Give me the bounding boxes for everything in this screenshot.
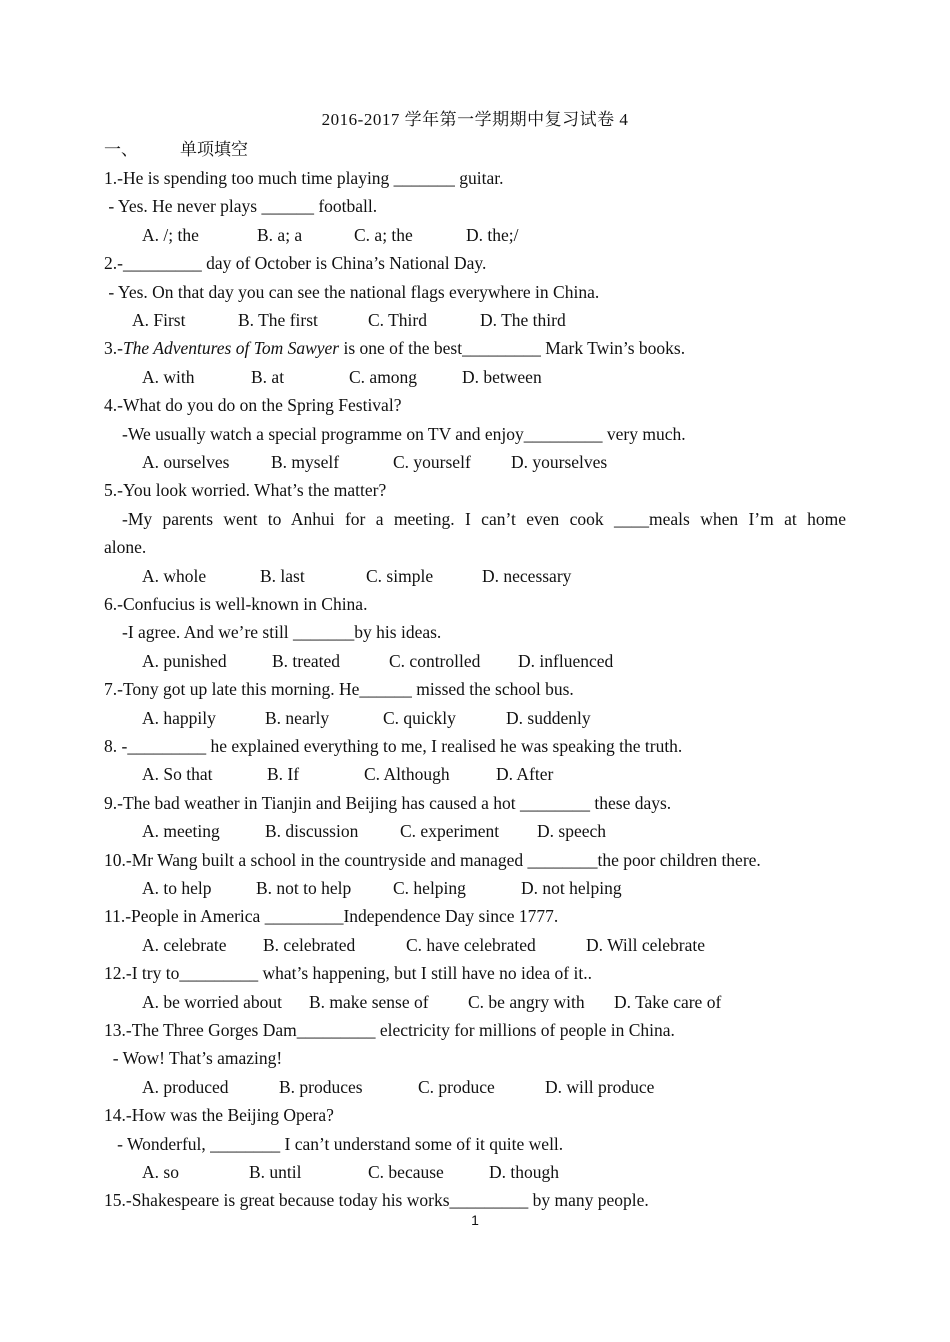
option-a[interactable]: A. with [142,366,195,387]
option-a[interactable]: A. so [142,1162,179,1183]
option-d[interactable]: D. between [462,366,542,387]
question-8-options [104,760,846,788]
option-d[interactable]: D. Take care of [614,991,722,1012]
question-11-stem: 11.-People in America _________Independence Day since 1777. [104,906,559,927]
option-b[interactable]: B. treated [272,650,341,671]
option-a[interactable]: A. First [132,310,186,331]
question-14-reply: - Wonderful, ________ I can’t understand some of it quite well. [104,1133,564,1154]
option-d[interactable]: D. though [489,1162,559,1183]
question-1-reply: - Yes. He never plays ______ football. [104,196,378,217]
question-5-reply-cont: alone. [104,537,147,558]
option-d[interactable]: D. not helping [521,878,622,899]
option-d[interactable]: D. influenced [518,650,614,671]
option-b[interactable]: B. not to help [256,878,352,899]
exam-page [104,104,846,1215]
option-c[interactable]: C. produce [418,1076,495,1097]
option-d[interactable]: D. After [496,764,554,785]
question-6-stem: 6.-Confucius is well-known in China. [104,594,368,615]
section-number: 一、 [104,140,138,159]
question-11-options [104,931,846,959]
option-b[interactable]: B. last [260,565,305,586]
option-a[interactable]: A. whole [142,565,207,586]
option-d[interactable]: D. the;/ [466,224,519,245]
option-b[interactable]: B. nearly [265,707,330,728]
option-c[interactable]: C. because [368,1162,444,1183]
question-10-options [104,874,846,902]
option-b[interactable]: B. produces [279,1076,363,1097]
option-b[interactable]: B. myself [271,452,340,473]
option-d[interactable]: D. necessary [482,565,572,586]
question-14-stem: 14.-How was the Beijing Opera? [104,1105,334,1126]
option-c[interactable]: C. Although [364,764,450,785]
question-3-prefix: 3.- [104,338,123,359]
option-a[interactable]: A. happily [142,707,216,728]
book-title: The Adventures of Tom Sawyer [122,338,340,359]
question-9-stem: 9.-The bad weather in Tianjin and Beijing has caused a hot ________ these days. [104,792,672,813]
question-8-stem: 8. -_________ he explained everything to me, I realised he was speaking the truth. [104,736,683,757]
question-5-reply: -My parents went to Anhui for a meeting. I can’t even cook ____meals when I’m at home [122,508,846,529]
option-b[interactable]: B. a; a [257,224,303,245]
question-12-stem: 12.-I try to_________ what’s happening, but I still have no idea of it.. [104,963,592,984]
option-c[interactable]: C. yourself [393,452,471,473]
question-9-options [104,817,846,845]
question-6-options [104,647,846,675]
question-4-stem: 4.-What do you do on the Spring Festival? [104,395,402,416]
question-3-options [104,363,846,391]
option-d[interactable]: D. will produce [545,1076,655,1097]
option-a[interactable]: A. produced [142,1076,229,1097]
question-1-options [104,221,846,249]
option-a[interactable]: A. be worried about [142,991,282,1012]
question-10-stem: 10.-Mr Wang built a school in the countryside and managed ________the poor children there. [104,849,761,870]
option-a[interactable]: A. ourselves [142,452,230,473]
option-d[interactable]: D. suddenly [506,707,591,728]
option-a[interactable]: A. /; the [142,224,199,245]
option-a[interactable]: A. to help [142,878,212,899]
question-3-stem [104,334,846,362]
option-b[interactable]: B. make sense of [309,991,429,1012]
question-6-reply: -I agree. And we’re still _______by his ideas. [122,622,442,643]
question-2-reply: - Yes. On that day you can see the national flags everywhere in China. [104,281,600,302]
question-5-stem: 5.-You look worried. What’s the matter? [104,480,387,501]
option-b[interactable]: B. at [251,366,285,387]
option-b[interactable]: B. discussion [265,821,359,842]
option-c[interactable]: C. be angry with [468,991,585,1012]
section-label: 单项填空 [180,140,248,159]
option-a[interactable]: A. punished [142,650,227,671]
option-c[interactable]: C. have celebrated [406,934,536,955]
option-c[interactable]: C. quickly [383,707,456,728]
question-4-options [104,448,846,476]
page-number: 1 [471,1212,479,1228]
option-b[interactable]: B. celebrated [263,934,356,955]
option-a[interactable]: A. So that [142,764,213,785]
option-c[interactable]: C. a; the [354,224,413,245]
question-5-options [104,562,846,590]
option-a[interactable]: A. celebrate [142,934,227,955]
question-7-stem: 7.-Tony got up late this morning. He______ missed the school bus. [104,679,574,700]
option-c[interactable]: C. among [349,366,418,387]
option-d[interactable]: D. yourselves [511,452,608,473]
question-13-options [104,1073,846,1101]
option-d[interactable]: D. The third [480,310,566,331]
option-b[interactable]: B. If [267,764,300,785]
question-1-stem: 1.-He is spending too much time playing _______ guitar. [104,168,504,188]
question-15-stem: 15.-Shakespeare is great because today his works_________ by many people. [104,1190,649,1211]
page-title: 2016-2017 学年第一学期期中复习试卷 4 [321,110,629,129]
question-2-options [104,306,846,334]
question-7-options [104,704,846,732]
question-3-suffix: is one of the best_________ Mark Twin’s books. [339,338,686,359]
question-13-stem: 13.-The Three Gorges Dam_________ electricity for millions of people in China. [104,1020,675,1040]
section-heading [104,136,846,164]
option-c[interactable]: C. Third [368,310,427,331]
question-12-options [104,988,846,1016]
option-a[interactable]: A. meeting [142,821,220,842]
option-d[interactable]: D. speech [537,821,607,842]
option-c[interactable]: C. experiment [400,821,500,842]
question-13-reply: - Wow! That’s amazing! [104,1048,283,1069]
option-b[interactable]: B. The first [238,310,318,331]
option-c[interactable]: C. helping [393,878,466,899]
question-4-reply: -We usually watch a special programme on TV and enjoy_________ very much. [122,423,686,444]
question-2-stem: 2.-_________ day of October is China’s National Day. [104,253,487,274]
option-d[interactable]: D. Will celebrate [586,934,705,955]
option-c[interactable]: C. simple [366,565,434,586]
option-c[interactable]: C. controlled [389,650,481,671]
question-14-options [104,1158,846,1186]
option-b[interactable]: B. until [249,1162,302,1183]
